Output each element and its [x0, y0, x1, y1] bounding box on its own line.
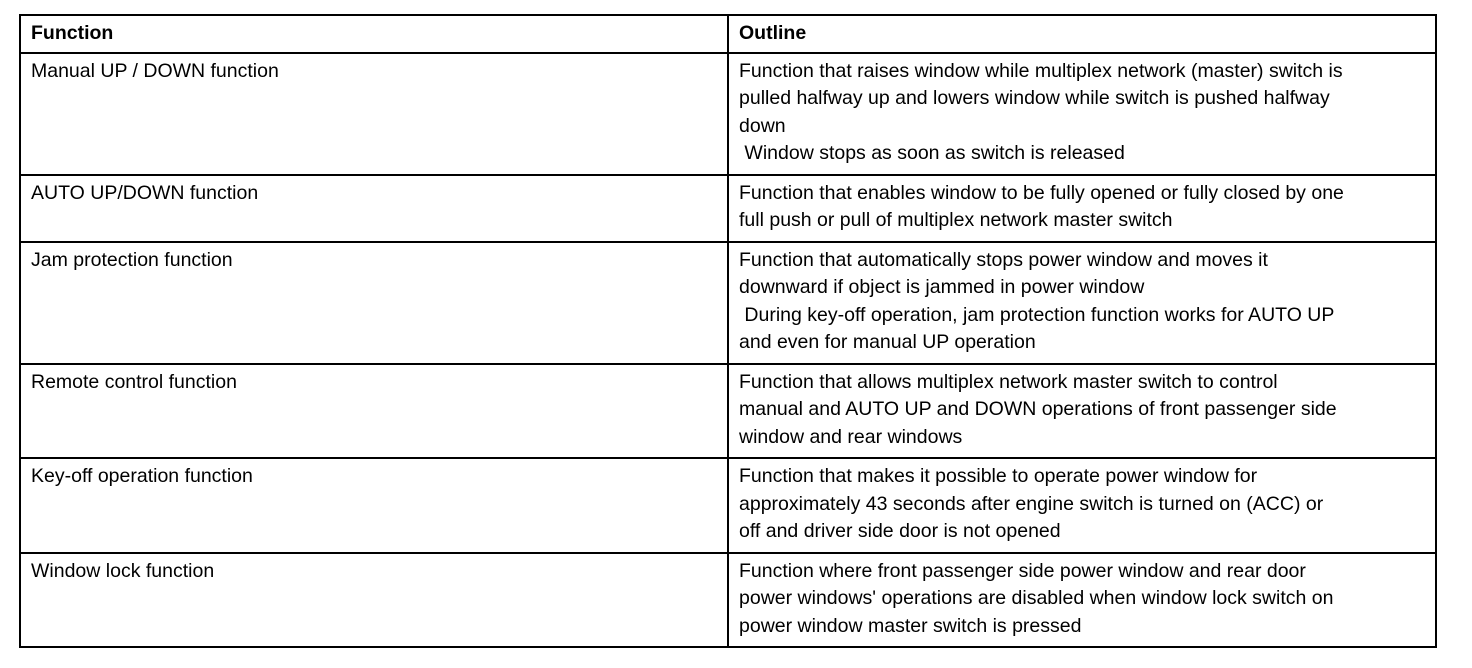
function-cell: AUTO UP/DOWN function: [20, 175, 728, 242]
table-row: [20, 364, 1436, 459]
outline-line: and even for manual UP operation: [739, 331, 1036, 353]
outline-line: Function that automatically stops power window and moves it: [739, 248, 1268, 271]
function-cell: Manual UP / DOWN function: [20, 53, 728, 175]
outline-line: power window master switch is pressed: [739, 614, 1082, 637]
table-header-row: [20, 15, 1436, 53]
outline-line: Function that enables window to be fully opened or fully closed by one: [739, 181, 1344, 204]
function-cell: Key-off operation function: [20, 458, 728, 553]
outline-line: approximately 43 seconds after engine switch is turned on (ACC) or: [739, 492, 1324, 515]
outline-cell: [728, 175, 1436, 242]
table-row: [20, 242, 1436, 364]
outline-cell: [728, 553, 1436, 648]
outline-line: downward if object is jammed in power window: [739, 276, 1145, 298]
outline-line: Function where front passenger side power window and rear door: [739, 559, 1306, 582]
outline-line: Function that raises window while multiplex network (master) switch is: [739, 59, 1343, 82]
outline-cell: [728, 53, 1436, 175]
outline-cell: [728, 458, 1436, 553]
outline-line: Window stops as soon as switch is released: [739, 142, 1125, 164]
outline-line: down: [739, 114, 786, 137]
outline-line: full push or pull of multiplex network master switch: [739, 209, 1173, 231]
outline-line: window and rear windows: [739, 425, 963, 448]
column-header-function: Function: [20, 15, 728, 53]
outline-line: During key-off operation, jam protection function works for AUTO UP: [739, 303, 1335, 326]
outline-line: power windows' operations are disabled when window lock switch on: [739, 587, 1334, 609]
table-row: [20, 458, 1436, 553]
table-row: [20, 53, 1436, 175]
outline-line: manual and AUTO UP and DOWN operations of front passenger side: [739, 398, 1337, 420]
table-row: [20, 553, 1436, 648]
outline-line: pulled halfway up and lowers window while switch is pushed halfway: [739, 87, 1330, 109]
function-table-container: [19, 14, 1435, 648]
outline-cell: [728, 242, 1436, 364]
outline-line: Function that makes it possible to operate power window for: [739, 465, 1258, 487]
outline-line: Function that allows multiplex network master switch to control: [739, 370, 1278, 393]
function-cell: Window lock function: [20, 553, 728, 648]
column-header-outline: Outline: [728, 15, 1436, 53]
function-table: [19, 14, 1437, 648]
table-body: [20, 53, 1436, 648]
outline-line: off and driver side door is not opened: [739, 520, 1061, 542]
table-row: [20, 175, 1436, 242]
outline-cell: [728, 364, 1436, 459]
function-cell: Jam protection function: [20, 242, 728, 364]
function-cell: Remote control function: [20, 364, 728, 459]
